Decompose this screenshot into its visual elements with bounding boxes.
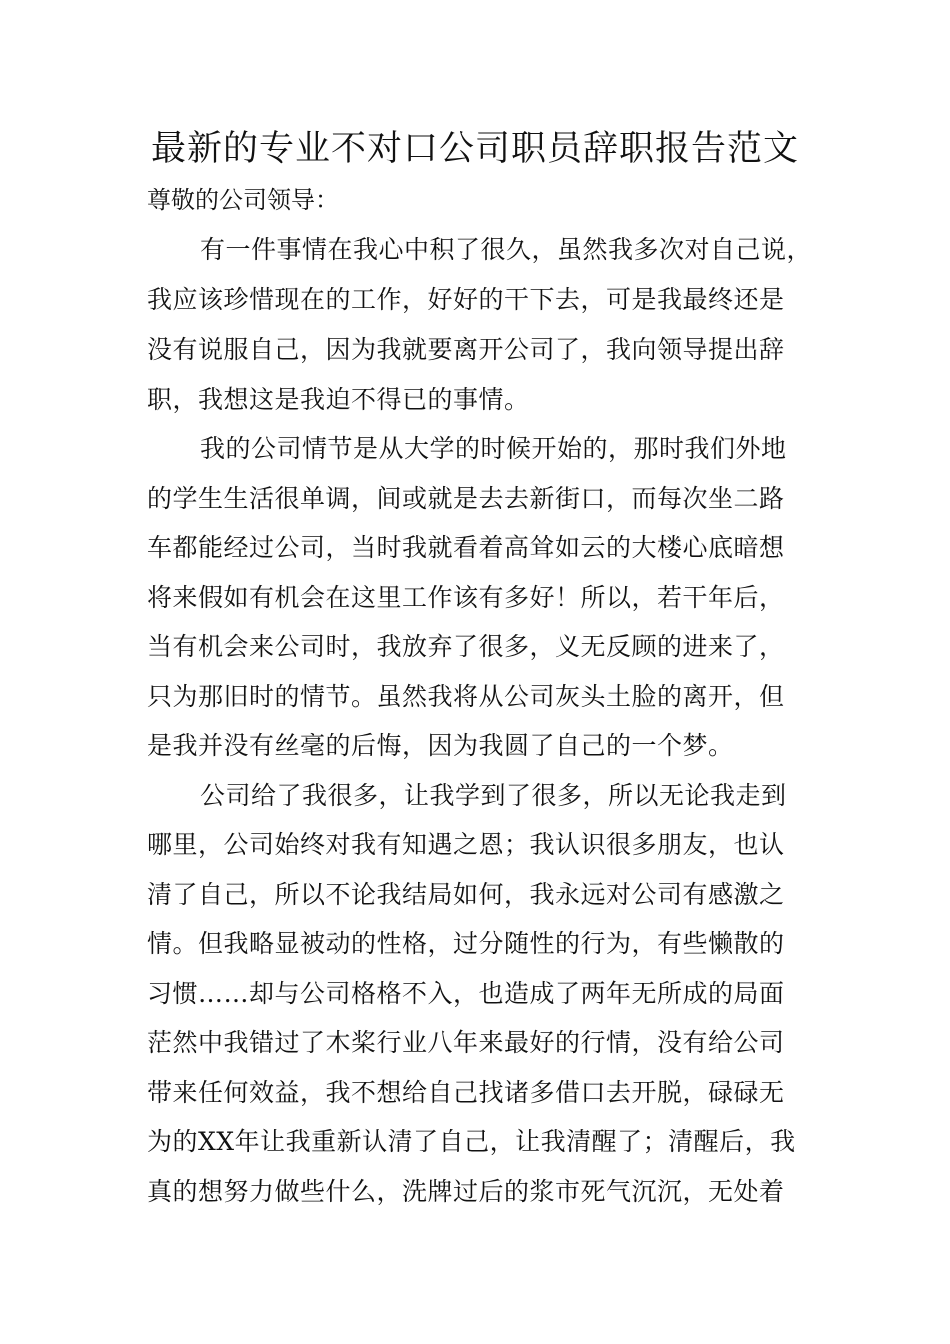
text-line: 为的XX年让我重新认清了自己，让我清醒了；清醒后，我 — [147, 1127, 796, 1156]
salutation: 尊敬的公司领导： — [147, 186, 339, 214]
text-line: 是我并没有丝毫的后悔，因为我圆了自己的一个梦。 — [147, 731, 734, 760]
text-line: 我应该珍惜现在的工作，好好的干下去，可是我最终还是 — [147, 285, 785, 314]
text-line: 情。但我略显被动的性格，过分随性的行为，有些懒散的 — [147, 929, 785, 958]
text-line: 茫然中我错过了木桨行业八年来最好的行情，没有给公司 — [147, 1028, 785, 1057]
text-line: 哪里，公司始终对我有知遇之恩；我认识很多朋友，也认 — [147, 830, 785, 859]
text-line: 真的想努力做些什么，洗牌过后的浆市死气沉沉，无处着 — [147, 1177, 785, 1206]
text-line: 只为那旧时的情节。虽然我将从公司灰头土脸的离开，但 — [147, 682, 785, 711]
text-line: 公司给了我很多，让我学到了很多，所以无论我走到 — [200, 781, 787, 810]
text-line: 当有机会来公司时，我放弃了很多，义无反顾的进来了， — [147, 632, 785, 661]
text-line: 的学生生活很单调，间或就是去去新街口，而每次坐二路 — [147, 484, 785, 513]
text-line: 车都能经过公司，当时我就看着高耸如云的大楼心底暗想 — [147, 533, 785, 562]
text-line: 我的公司情节是从大学的时候开始的，那时我们外地 — [200, 434, 787, 463]
text-line: 将来假如有机会在这里工作该有多好！所以，若干年后， — [147, 583, 785, 612]
text-line: 没有说服自己，因为我就要离开公司了，我向领导提出辞 — [147, 335, 785, 364]
document-title: 最新的专业不对口公司职员辞职报告范文 — [150, 129, 799, 169]
text-line: 职，我想这是我迫不得已的事情。 — [147, 385, 530, 414]
text-line: 习惯……却与公司格格不入，也造成了两年无所成的局面 — [147, 979, 785, 1008]
text-line: 有一件事情在我心中积了很久，虽然我多次对自己说， — [200, 235, 813, 264]
text-line: 清了自己，所以不论我结局如何，我永远对公司有感激之 — [147, 880, 785, 909]
text-line: 带来任何效益，我不想给自己找诸多借口去开脱，碌碌无 — [147, 1078, 785, 1107]
